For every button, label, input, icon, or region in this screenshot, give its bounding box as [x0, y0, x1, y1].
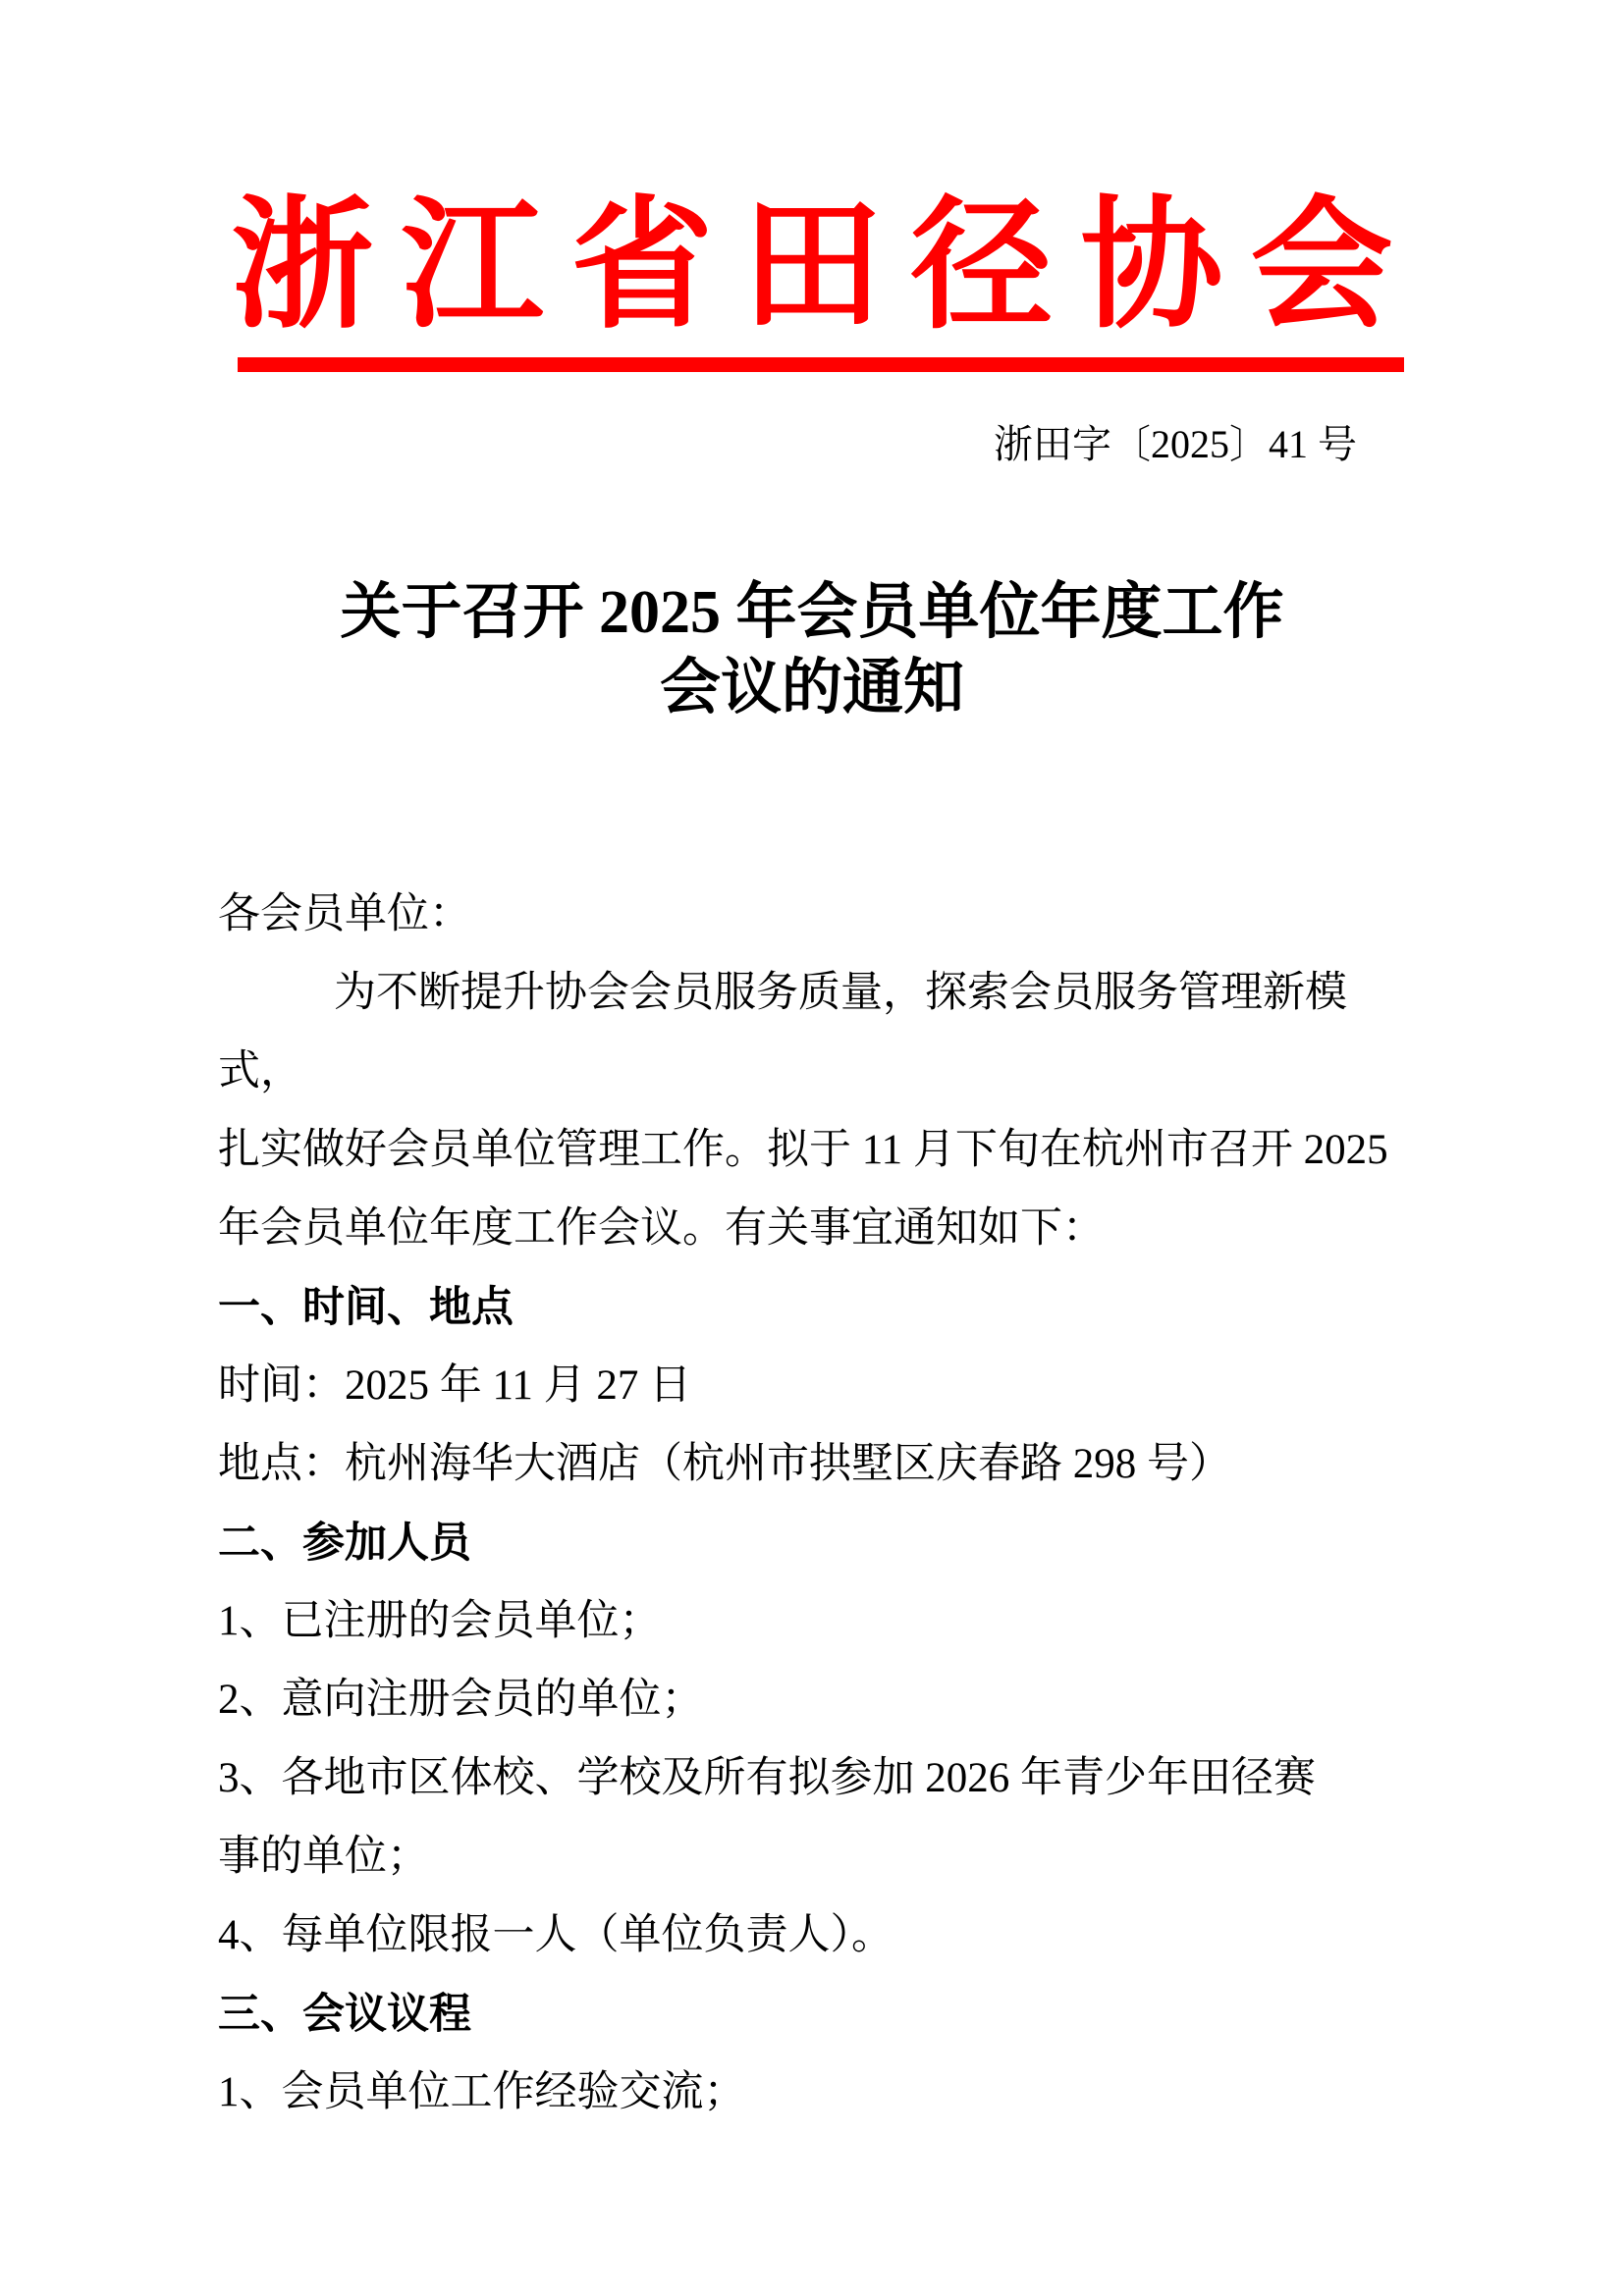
notice-title [0, 575, 1624, 726]
section-3-heading: 三、会议议程 [218, 1991, 471, 2038]
agenda-item-1: 1、会员单位工作经验交流； [218, 2069, 746, 2115]
section-1-heading: 一、时间、地点 [218, 1284, 514, 1331]
participants-item-2: 2、意向注册会员的单位； [218, 1677, 704, 1723]
meeting-time: 时间：2025 年 11 月 27 日 [218, 1362, 692, 1409]
salutation: 各会员单位： [218, 891, 471, 937]
org-title: 浙江省田径协会 [231, 188, 1421, 346]
participants-item-1: 1、已注册的会员单位； [218, 1598, 662, 1644]
notice-body [218, 876, 1428, 2132]
document-number: 浙田字〔2025〕41 号 [994, 422, 1357, 466]
participants-item-3-line1: 3、各地市区体校、学校及所有拟参加 2026 年青少年田径赛 [218, 1755, 1316, 1801]
meeting-place: 地点：杭州海华大酒店（杭州市拱墅区庆春路 298 号） [218, 1441, 1231, 1487]
notice-title-line2: 会议的通知 [659, 655, 964, 721]
participants-item-3-line2: 事的单位； [218, 1834, 429, 1880]
participants-item-4: 4、每单位限报一人（单位负责人）。 [218, 1912, 893, 1958]
intro-line-3: 年会员单位年度工作会议。有关事宜通知如下： [218, 1205, 1105, 1252]
section-2-heading: 二、参加人员 [218, 1520, 471, 1567]
intro-line-2: 扎实做好会员单位管理工作。拟于 11 月下旬在杭州市召开 2025 [218, 1127, 1388, 1173]
red-divider [238, 357, 1404, 372]
notice-title-line1: 关于召开 2025 年会员单位年度工作 [340, 579, 1284, 646]
intro-line-1: 为不断提升协会会员服务质量，探索会员服务管理新模式， [218, 970, 1347, 1095]
